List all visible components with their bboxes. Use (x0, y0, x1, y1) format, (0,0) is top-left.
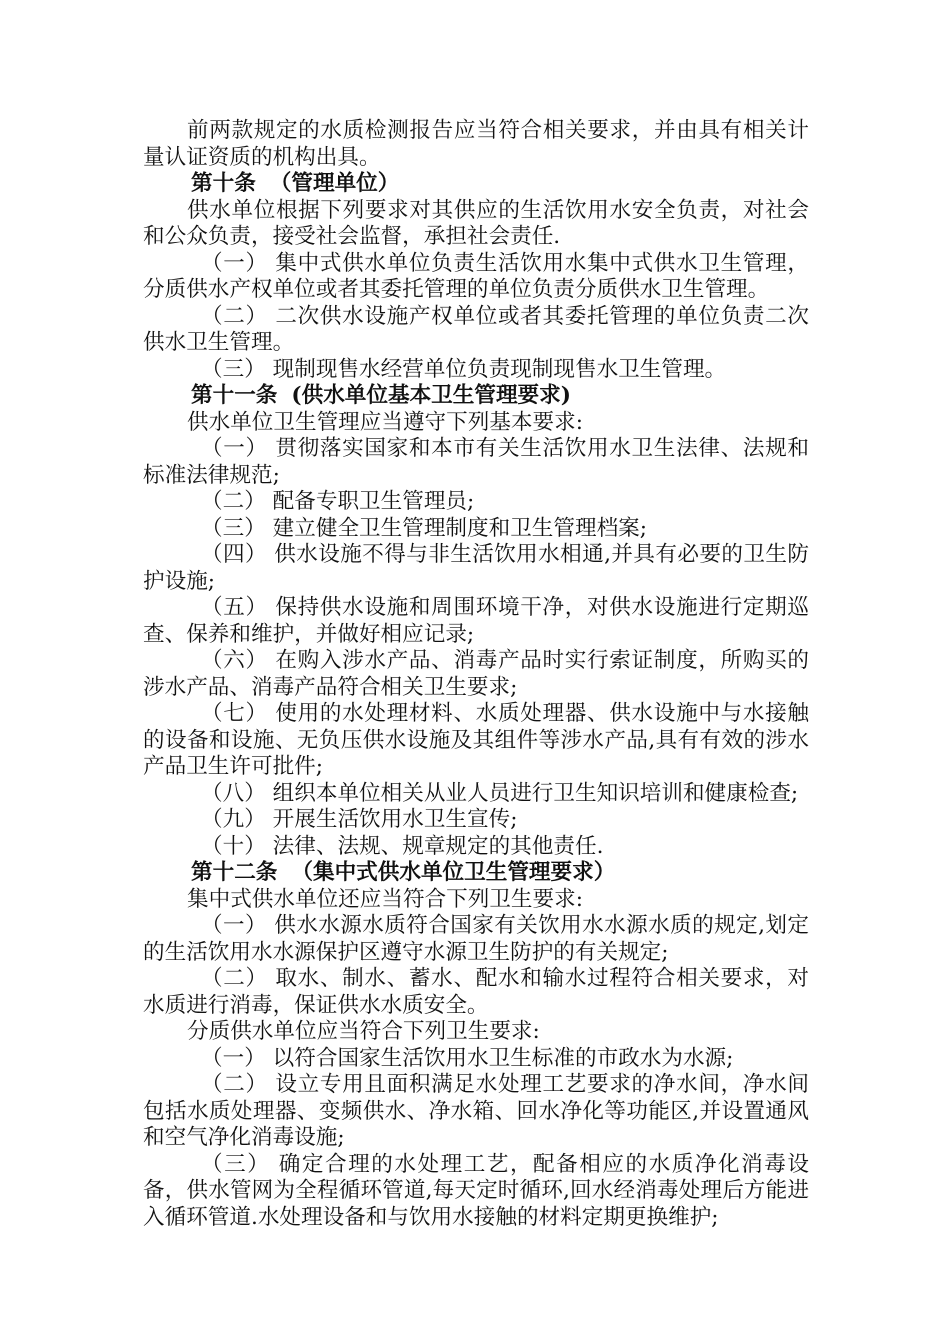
article-11-item-6 (143, 648, 809, 701)
article-12-item-1 (143, 913, 809, 966)
article-12-sub-item-1 (143, 1046, 809, 1073)
item-text: 在购入涉水产品、消毒产品时实行索证制度，所购买的涉水产品、消毒产品符合相关卫生要求; (143, 648, 809, 700)
article-12-title: 第十二条 (191, 860, 278, 885)
article-11-heading (143, 383, 809, 410)
item-number: （三） (201, 356, 266, 382)
item-text: 确定合理的水处理工艺，配备相应的水质净化消毒设备，供水管网为全程循环管道,每天定时循环,回水经消毒处理后方能进入循环管道.水处理设备和与饮用水接触的材料定期更换维护; (143, 1151, 809, 1230)
article-10-item-3 (143, 357, 809, 384)
item-text: 取水、制水、蓄水、配水和输水过程符合相关要求，对水质进行消毒，保证供水水质安全。 (143, 966, 809, 1018)
article-10-title: 第十条 (191, 171, 256, 196)
item-number: （一） (201, 250, 268, 276)
item-text: 二次供水设施产权单位或者其委托管理的单位负责二次供水卫生管理。 (143, 303, 809, 355)
article-11-lead: 供水单位卫生管理应当遵守下列基本要求: (187, 409, 583, 435)
article-11-item-8 (143, 781, 809, 808)
article-12-item-2 (143, 966, 809, 1019)
item-number: （三） (201, 515, 266, 541)
item-number: （十） (201, 833, 266, 859)
article-12-lead-2: 分质供水单位应当符合下列卫生要求: (187, 1019, 540, 1044)
item-number: （一） (201, 436, 268, 461)
article-11-item-3 (143, 516, 809, 543)
document-page (143, 118, 809, 1231)
article-11-item-5 (143, 595, 809, 648)
article-11-item-10 (143, 834, 809, 861)
item-text: 以符合国家生活饮用水卫生标准的市政水为水源; (272, 1045, 734, 1071)
article-12-subtitle: （集中式供水单位卫生管理要求） (291, 860, 616, 885)
article-11-item-9 (143, 807, 809, 834)
item-text: 贯彻落实国家和本市有关生活饮用水卫生法律、法规和标准法律规范; (143, 436, 809, 488)
item-text: 现制现售水经营单位负责现制现售水卫生管理。 (272, 356, 727, 382)
article-10-item-1 (143, 251, 809, 304)
item-number: （二） (201, 489, 266, 514)
item-text: 开展生活饮用水卫生宣传; (272, 807, 518, 832)
article-12-sub-item-3 (143, 1152, 809, 1232)
item-text: 法律、法规、规章规定的其他责任. (272, 833, 604, 859)
item-number: （一） (201, 913, 267, 938)
item-text: 建立健全卫生管理制度和卫生管理档案; (272, 515, 648, 541)
article-10-item-2 (143, 304, 809, 357)
item-number: （五） (201, 595, 268, 620)
item-number: （一） (201, 1045, 266, 1071)
item-number: （二） (201, 1072, 268, 1097)
article-11-item-7 (143, 701, 809, 781)
item-text: 使用的水处理材料、水质处理器、供水设施中与水接触的设备和设施、无负压供水设施及其组件等涉水产品,具有有效的涉水产品卫生许可批件; (143, 701, 809, 779)
item-text: 设立专用且面积满足水处理工艺要求的净水间，净水间包括水质处理器、变频供水、净水箱、回水净化等功能区,并设置通风和空气净化消毒设施; (143, 1072, 809, 1150)
article-12-lead: 集中式供水单位还应当符合下列卫生要求: (187, 886, 583, 912)
intro-paragraph: 前两款规定的水质检测报告应当符合相关要求，并由具有相关计量认证资质的机构出具。 (143, 118, 809, 170)
article-11-item-4 (143, 542, 809, 595)
item-number: （八） (201, 780, 266, 806)
item-number: （二） (201, 966, 268, 991)
item-number: （七） (201, 701, 268, 726)
article-11-subtitle: (供水单位基本卫生管理要求) (291, 383, 571, 408)
article-10-heading (143, 171, 809, 198)
item-text: 集中式供水单位负责生活饮用水集中式供水卫生管理，分质供水产权单位或者其委托管理的单位负责分质供水卫生管理。 (143, 250, 809, 302)
article-11-item-2 (143, 489, 809, 516)
article-11-title: 第十一条 (191, 383, 278, 408)
article-10-subtitle: （管理单位） (269, 171, 400, 196)
item-number: （四） (201, 542, 267, 567)
article-10-lead: 供水单位根据下列要求对其供应的生活饮用水安全负责，对社会和公众负责，接受社会监督，承担社会责任. (143, 197, 809, 249)
item-number: （二） (201, 303, 268, 329)
item-text: 配备专职卫生管理员; (272, 489, 475, 514)
article-12-sub-item-2 (143, 1072, 809, 1152)
item-text: 供水水源水质符合国家有关饮用水水源水质的规定,划定的生活饮用水水源保护区遵守水源卫生防护的有关规定; (143, 913, 809, 965)
item-number: （三） (201, 1151, 271, 1177)
item-text: 组织本单位相关从业人员进行卫生知识培训和健康检查; (272, 780, 799, 806)
article-11-item-1 (143, 436, 809, 489)
item-text: 供水设施不得与非生活饮用水相通,并具有必要的卫生防护设施; (143, 542, 809, 594)
article-12-heading (143, 860, 809, 887)
item-number: （六） (201, 648, 268, 673)
item-text: 保持供水设施和周围环境干净，对供水设施进行定期巡查、保养和维护，并做好相应记录; (143, 595, 809, 647)
item-number: （九） (201, 807, 266, 832)
